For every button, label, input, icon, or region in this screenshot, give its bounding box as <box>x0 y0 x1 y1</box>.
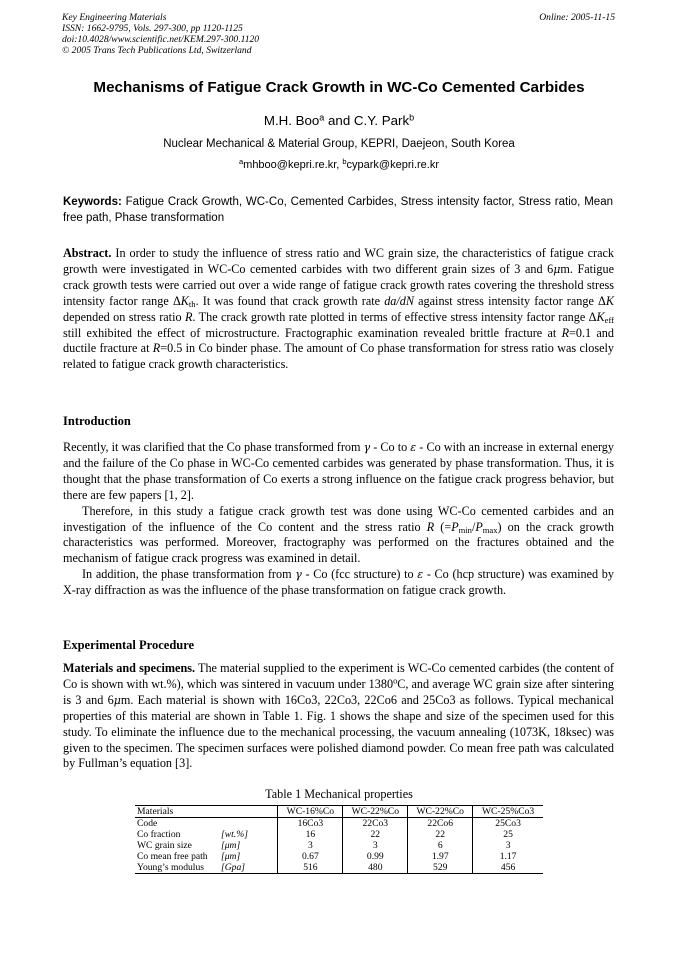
abstract-text: against stress intensity factor range Δ <box>413 293 606 308</box>
row-label-text: Co mean free path <box>137 851 208 862</box>
row-label-text: WC grain size <box>137 840 192 851</box>
table-cell: 1.97 <box>408 851 473 862</box>
table-row <box>135 862 543 874</box>
intro-paragraph-3 <box>63 567 614 599</box>
table-cell: 22 <box>343 829 408 840</box>
table-cell: 22 <box>408 829 473 840</box>
copyright-line: © 2005 Trans Tech Publications Ltd, Switzerland <box>62 45 252 56</box>
table-cell: 0.67 <box>278 851 343 862</box>
mu-symbol: μ <box>553 262 561 276</box>
row-unit: [μm] <box>221 851 241 862</box>
table-cell: 16Co3 <box>278 818 343 830</box>
table-cell: 16 <box>278 829 343 840</box>
introduction-section <box>63 440 614 599</box>
table-row-label <box>135 862 278 874</box>
journal-header <box>62 12 259 56</box>
abstract-text: . The crack growth rate plotted in terms of effective stress intensity factor range Δ <box>192 309 597 324</box>
table-cell: 25Co3 <box>473 818 543 830</box>
table-cell: 0.99 <box>343 851 408 862</box>
table-row <box>135 818 543 830</box>
email-b-mark: b <box>342 157 347 167</box>
online-date: Online: 2005-11-15 <box>539 12 615 23</box>
table-cell: 22Co6 <box>408 818 473 830</box>
email-a-mark: a <box>239 157 244 167</box>
symbol-p: P <box>475 519 483 534</box>
experimental-heading: Experimental Procedure <box>63 638 195 652</box>
intro-paragraph-2 <box>63 504 614 568</box>
row-label-text: Co fraction <box>137 829 181 840</box>
symbol-dadn: da/dN <box>384 293 414 308</box>
keywords-label: Keywords: <box>63 196 122 208</box>
table-header-label: Materials <box>135 806 278 818</box>
row-unit: [wt.%] <box>221 829 248 840</box>
row-unit: [Gpa] <box>221 862 245 873</box>
experimental-text: C, and average WC grain size after sintering is 3 and 6 <box>63 676 615 707</box>
experimental-text: The material supplied to the experiment is WC-Co cemented carbides (the content of Co is shown with wt.%), which was sintered in vacuum under 1380 <box>63 661 614 691</box>
table-cell: 25 <box>473 829 543 840</box>
table-header-cell: WC-22%Co <box>343 806 408 818</box>
intro-text: ) on the crack growth characteristics was performed. Moreover, fractography was performed on the fractures obtained and the mechanism of fatigue crack progress was examined in detail. <box>63 519 614 566</box>
abstract-text: =0.5 in Co binder phase. The amount of Co phase transformation for stress ratio was closely related to fatigue crack growth characteristics. <box>63 341 614 372</box>
intro-text: - Co with an increase in external energy and the failure of the Co phase in WC-Co cemented carbides was generated by phase transformation. Thus, it is thought that the phase transformation of Co exerts a strong influence on the fatigue crack progress behavior, but there are few papers [1, 2]. <box>63 440 614 502</box>
table-row-label <box>135 818 278 830</box>
email-b: cypark@kepri.re.kr <box>346 159 439 171</box>
degree-mark: o <box>393 676 398 686</box>
mechanical-properties-table <box>135 805 543 874</box>
table-row <box>135 840 543 851</box>
table-cell: 3 <box>278 840 343 851</box>
intro-text: - Co (fcc structure) to <box>301 567 418 582</box>
row-unit: [μm] <box>221 840 241 851</box>
author-1: M.H. Boo <box>263 113 320 128</box>
experimental-paragraph <box>63 661 614 772</box>
abstract-text: =0.1 and ductile fracture at <box>63 325 614 356</box>
intro-text: (= <box>434 519 452 534</box>
intro-text: / <box>471 519 476 534</box>
table-cell: 3 <box>343 840 408 851</box>
table-row <box>135 851 543 862</box>
table-header-cell: WC-25%Co3 <box>473 806 543 818</box>
abstract-text: . It was found that crack growth rate <box>195 293 385 308</box>
author-conjunction: and <box>324 113 354 128</box>
table-row-label <box>135 851 278 862</box>
materials-subheading: Materials and specimens. <box>63 661 196 675</box>
author-2: C.Y. Park <box>353 113 410 128</box>
table-row <box>135 829 543 840</box>
author-1-mark: a <box>319 112 325 123</box>
abstract-text: still exhibited the effect of microstructure. Fractographic examination revealed brittle fracture at <box>63 325 562 340</box>
row-label-text: Code <box>137 818 158 829</box>
intro-paragraph-1 <box>63 440 614 504</box>
abstract-text: m. Fatigue crack growth tests were carried out over a wide range of fatigue crack growth rates covering the threshold stress intensity factor range Δ <box>63 261 614 308</box>
intro-text: - Co (hcp structure) was examined by X-ray diffraction as was the influence of the phase transformation on fatigue crack growth. <box>63 567 614 598</box>
subscript-eff: eff <box>604 314 614 325</box>
abstract-text: depended on stress ratio <box>63 309 185 324</box>
symbol-r: R <box>426 519 435 534</box>
table-cell: 456 <box>473 862 543 874</box>
abstract-label: Abstract. <box>63 246 112 260</box>
issn-line: ISSN: 1662-9795, Vols. 297-300, pp 1120-1125 <box>62 23 243 34</box>
table-header-row <box>135 806 543 818</box>
table-cell: 22Co3 <box>343 818 408 830</box>
author-line <box>0 113 678 128</box>
epsilon-symbol: ε <box>410 441 417 454</box>
affiliation: Nuclear Mechanical & Material Group, KEPRI, Daejeon, South Korea <box>163 138 515 150</box>
subscript-th: th <box>188 298 196 309</box>
table-cell: 516 <box>278 862 343 874</box>
symbol-r: R <box>152 341 161 356</box>
table-header-cell: WC-22%Co <box>408 806 473 818</box>
keywords-paragraph <box>63 194 613 226</box>
symbol-k: K <box>180 293 189 308</box>
symbol-r: R <box>184 309 193 324</box>
table-cell: 3 <box>473 840 543 851</box>
experimental-text: m. Each material is shown with 16Co3, 22Co3, 22Co6 and 25Co3 as follows. Typical mechanical properties of this material are shown in Table 1. Fig. 1 shows the shape and size of the specimen used for this study. To eliminate the influence due to the mechanical processing, the vacuum annealing (1073K, 18ksec) was given to the specimen. The specimen surfaces were polished diamond powder. Co mean free path was calculated by Fullman’s equation [3]. <box>63 692 614 771</box>
symbol-r: R <box>561 325 570 340</box>
symbol-k: K <box>605 293 614 308</box>
doi-line: doi:10.4028/www.scientific.net/KEM.297-300.1120 <box>62 34 260 45</box>
symbol-k: K <box>596 309 605 324</box>
epsilon-symbol: ε <box>417 568 424 582</box>
subscript-min: min <box>458 524 472 535</box>
symbol-p: P <box>451 519 459 534</box>
author-2-mark: b <box>409 112 415 123</box>
table-header-cell: WC-16%Co <box>278 806 343 818</box>
table-cell: 1.17 <box>473 851 543 862</box>
table-caption: Table 1 Mechanical properties <box>265 787 413 801</box>
abstract-paragraph <box>63 246 614 373</box>
abstract-text: In order to study the influence of stress ratio and WC grain size, the characteristics of fatigue crack growth were investigated in WC-Co cemented carbides with two different grain sizes of 3 and 6 <box>63 246 614 276</box>
intro-text: Therefore, in this study a fatigue crack growth test was done using WC-Co cemented carbides and an investigation of the influence of the Co content and the stress ratio <box>63 503 614 534</box>
email-a: mhboo@kepri.re.kr, <box>243 159 343 171</box>
table-cell: 480 <box>343 862 408 874</box>
table-row-label <box>135 829 278 840</box>
paper-title: Mechanisms of Fatigue Crack Growth in WC-Co Cemented Carbides <box>93 79 585 96</box>
introduction-heading: Introduction <box>63 414 131 428</box>
table-row-label <box>135 840 278 851</box>
gamma-symbol: γ <box>363 441 371 454</box>
gamma-symbol: γ <box>295 568 302 582</box>
intro-text: Recently, it was clarified that the Co phase transformed from <box>63 440 364 454</box>
subscript-max: max <box>482 524 498 535</box>
table-cell: 6 <box>408 840 473 851</box>
row-label-text: Young’s modulus <box>137 862 205 873</box>
email-line <box>0 159 678 171</box>
intro-text: - Co to <box>370 440 411 454</box>
keywords-text: Fatigue Crack Growth, WC-Co, Cemented Carbides, Stress intensity factor, Stress ratio, Mean free path, Phase transformation <box>63 196 613 224</box>
mu-symbol: μ <box>113 693 121 707</box>
table-cell: 529 <box>408 862 473 874</box>
journal-name: Key Engineering Materials <box>62 12 167 23</box>
intro-text: In addition, the phase transformation from <box>82 567 296 582</box>
